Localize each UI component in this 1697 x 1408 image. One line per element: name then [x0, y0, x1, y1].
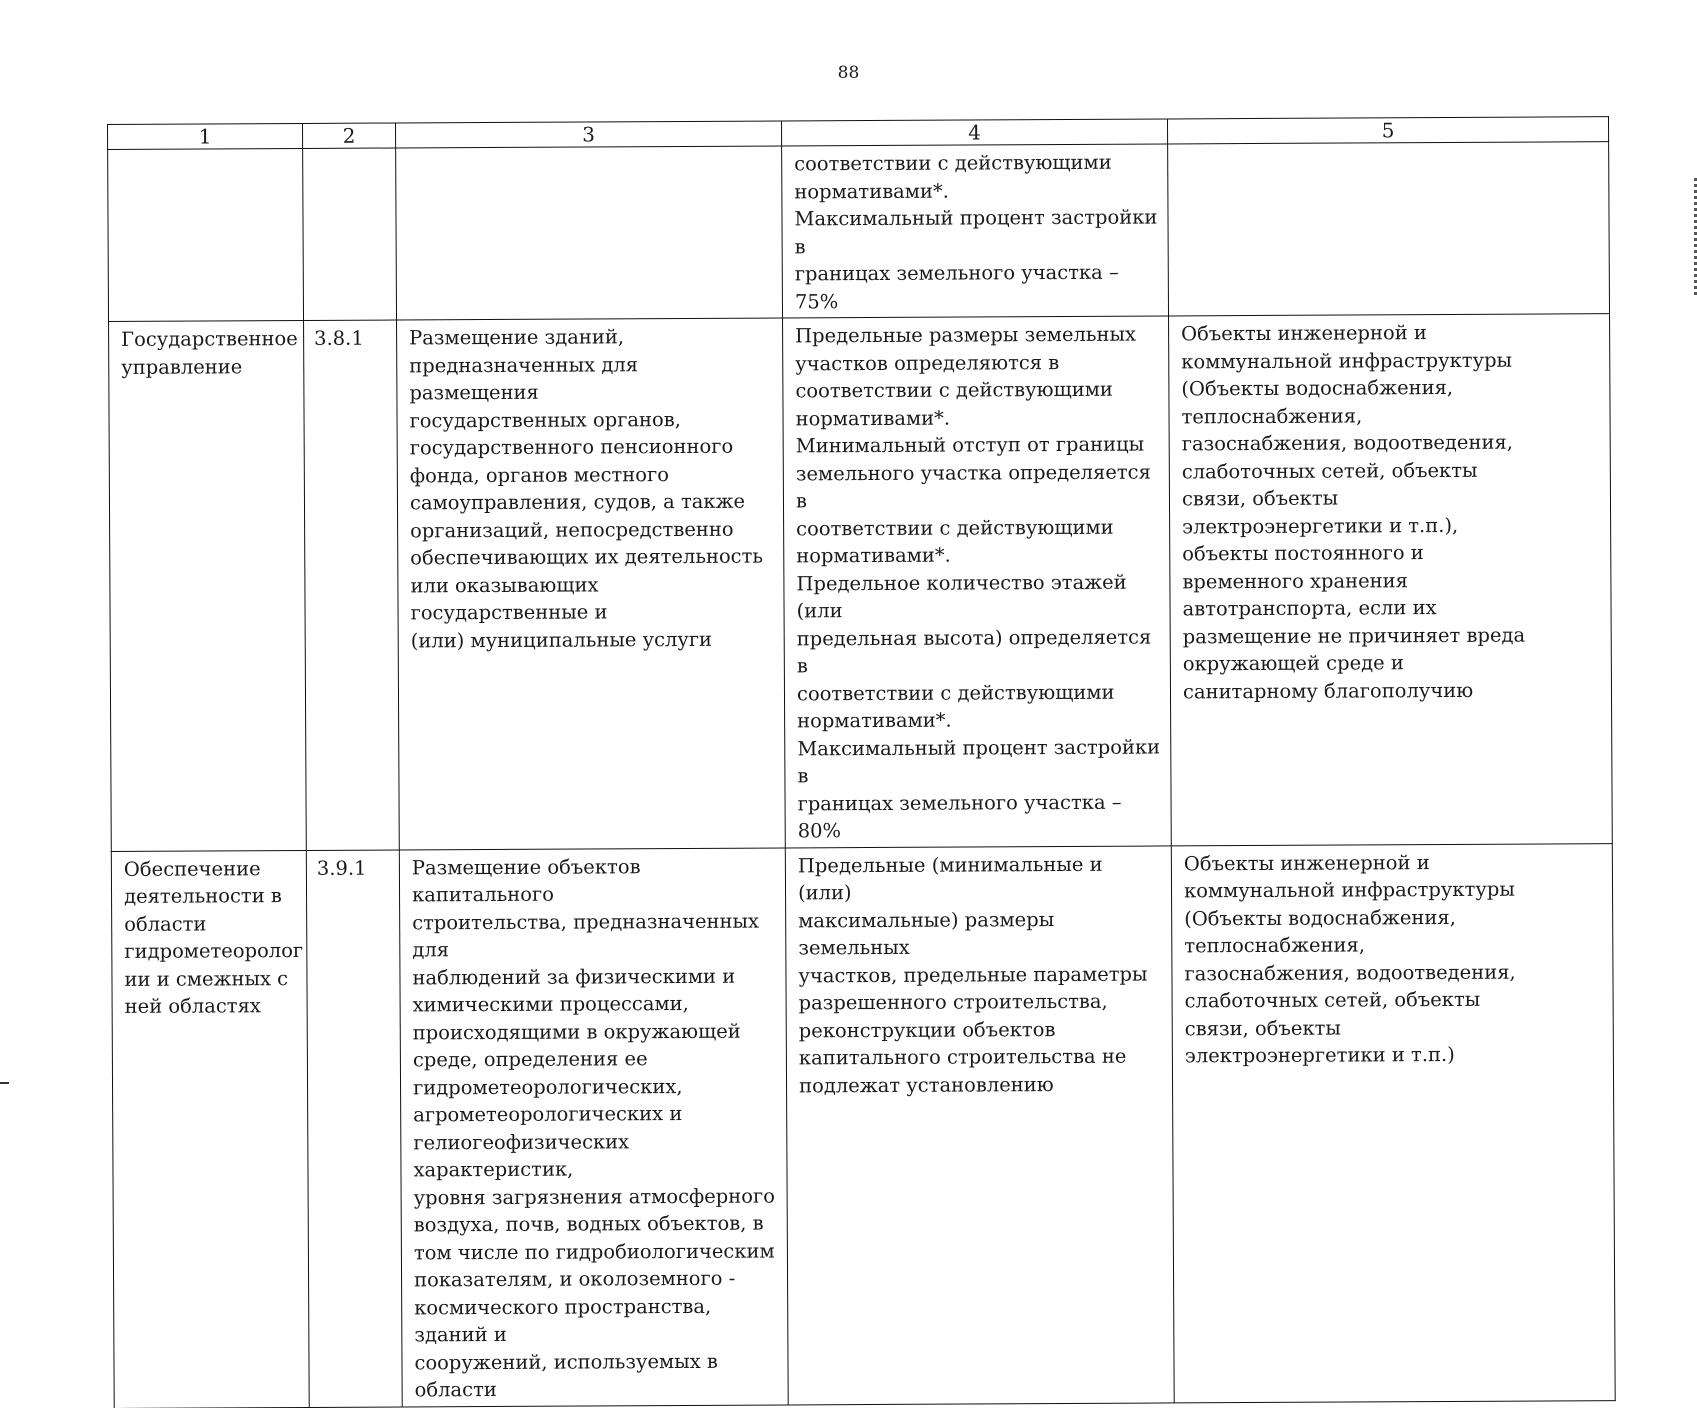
cell-text [408, 151, 771, 153]
cell-text [1180, 146, 1598, 148]
table-row [108, 142, 1610, 322]
cell-use-auxiliary [1171, 843, 1615, 1402]
header-col-5: 5 [1167, 117, 1608, 144]
cell-use-name [108, 148, 304, 321]
cell-use-parameters [785, 845, 1174, 1404]
header-col-3: 3 [395, 121, 781, 148]
cell-text: Объекты инженерной и коммунальной инфраструктуры (Объекты водоснабжения, теплоснабжения, газоснабжения, водоотведения, слаботочных сетей, объекты связи, объекты электроэнергетики и т.п.), объекты постоянного и временного хранения автотранспорта, если их размещение не причиняет вреда окружающей среде и санитарному благополучию [1181, 318, 1601, 705]
cell-use-parameters [783, 316, 1172, 848]
cell-text: Объекты инженерной и коммунальной инфраструктуры (Объекты водоснабжения, теплоснабжения, газоснабжения, водоотведения, слаботочных сетей, объекты связи, объекты электроэнергетики и т.п.) [1184, 848, 1603, 1070]
cell-text [120, 153, 292, 154]
scan-edge-mark [0, 1082, 9, 1084]
header-col-2: 2 [302, 123, 395, 148]
cell-use-description [396, 146, 783, 320]
land-use-table [107, 116, 1616, 1408]
page-number: 88 [0, 63, 1697, 83]
cell-text: соответствии с действующими нормативами*. Максимальный процент застройки в границах земельного участка – 75% [794, 149, 1158, 316]
cell-use-code [304, 320, 400, 850]
cell-text: 3.8.1 [314, 325, 386, 353]
table-row [109, 314, 1613, 851]
header-col-1: 1 [108, 123, 303, 149]
cell-text: Размещение зданий, предназначенных для размещения государственных органов, государственного пенсионного фонда, органов местного самоуправления, судов, а также организаций, непосредственно обеспечивающих их деятельность или оказывающих государственные и (или) муниципальные услуги [409, 323, 774, 655]
cell-use-auxiliary [1169, 314, 1613, 846]
cell-use-parameters [782, 144, 1169, 318]
cell-use-description [399, 847, 788, 1406]
cell-use-description [397, 318, 786, 850]
cell-text: Обеспечение деятельности в области гидрометеоролог ии и смежных с ней областях [124, 855, 297, 1021]
cell-text: 3.9.1 [317, 854, 389, 882]
cell-text: Предельные размеры земельных участков определяются в соответствии с действующими нормативами*. Минимальный отступ от границы земельного участка определяется в соответствии с действующими нормативами*. Предельное количество этажей (или предельная высота) определяется в соответствии с действующими нормативами*. Максимальный процент застройки в границах земельного участка – 80% [795, 320, 1161, 844]
table-body [108, 142, 1616, 1408]
cell-use-code [306, 849, 402, 1406]
cell-text: Предельные (минимальные и (или) максимальные) размеры земельных участков, предельные параметры разрешенного строительства, реконструкции объектов капитального строительства не подлежат установлению [798, 850, 1162, 1099]
cell-text: Размещение объектов капитального строительства, предназначенных для наблюдений за физическими и химическими процессами, происходящими в окружающей среде, определения ее гидрометеорологических, агрометеорологических и гелиогеофизических характеристик, уровня загрязнения атмосферного воздуха, почв, водных объектов, в том числе по гидробиологическим показателям, и околоземного - космического пространства, зданий и сооружений, используемых в области [412, 852, 778, 1404]
cell-use-name [111, 850, 309, 1408]
cell-use-code [303, 148, 397, 320]
cell-use-auxiliary [1168, 142, 1610, 316]
header-col-4: 4 [781, 119, 1167, 146]
table-row [111, 843, 1615, 1408]
cell-text: Государственное управление [121, 325, 293, 381]
cell-use-name [109, 320, 307, 851]
